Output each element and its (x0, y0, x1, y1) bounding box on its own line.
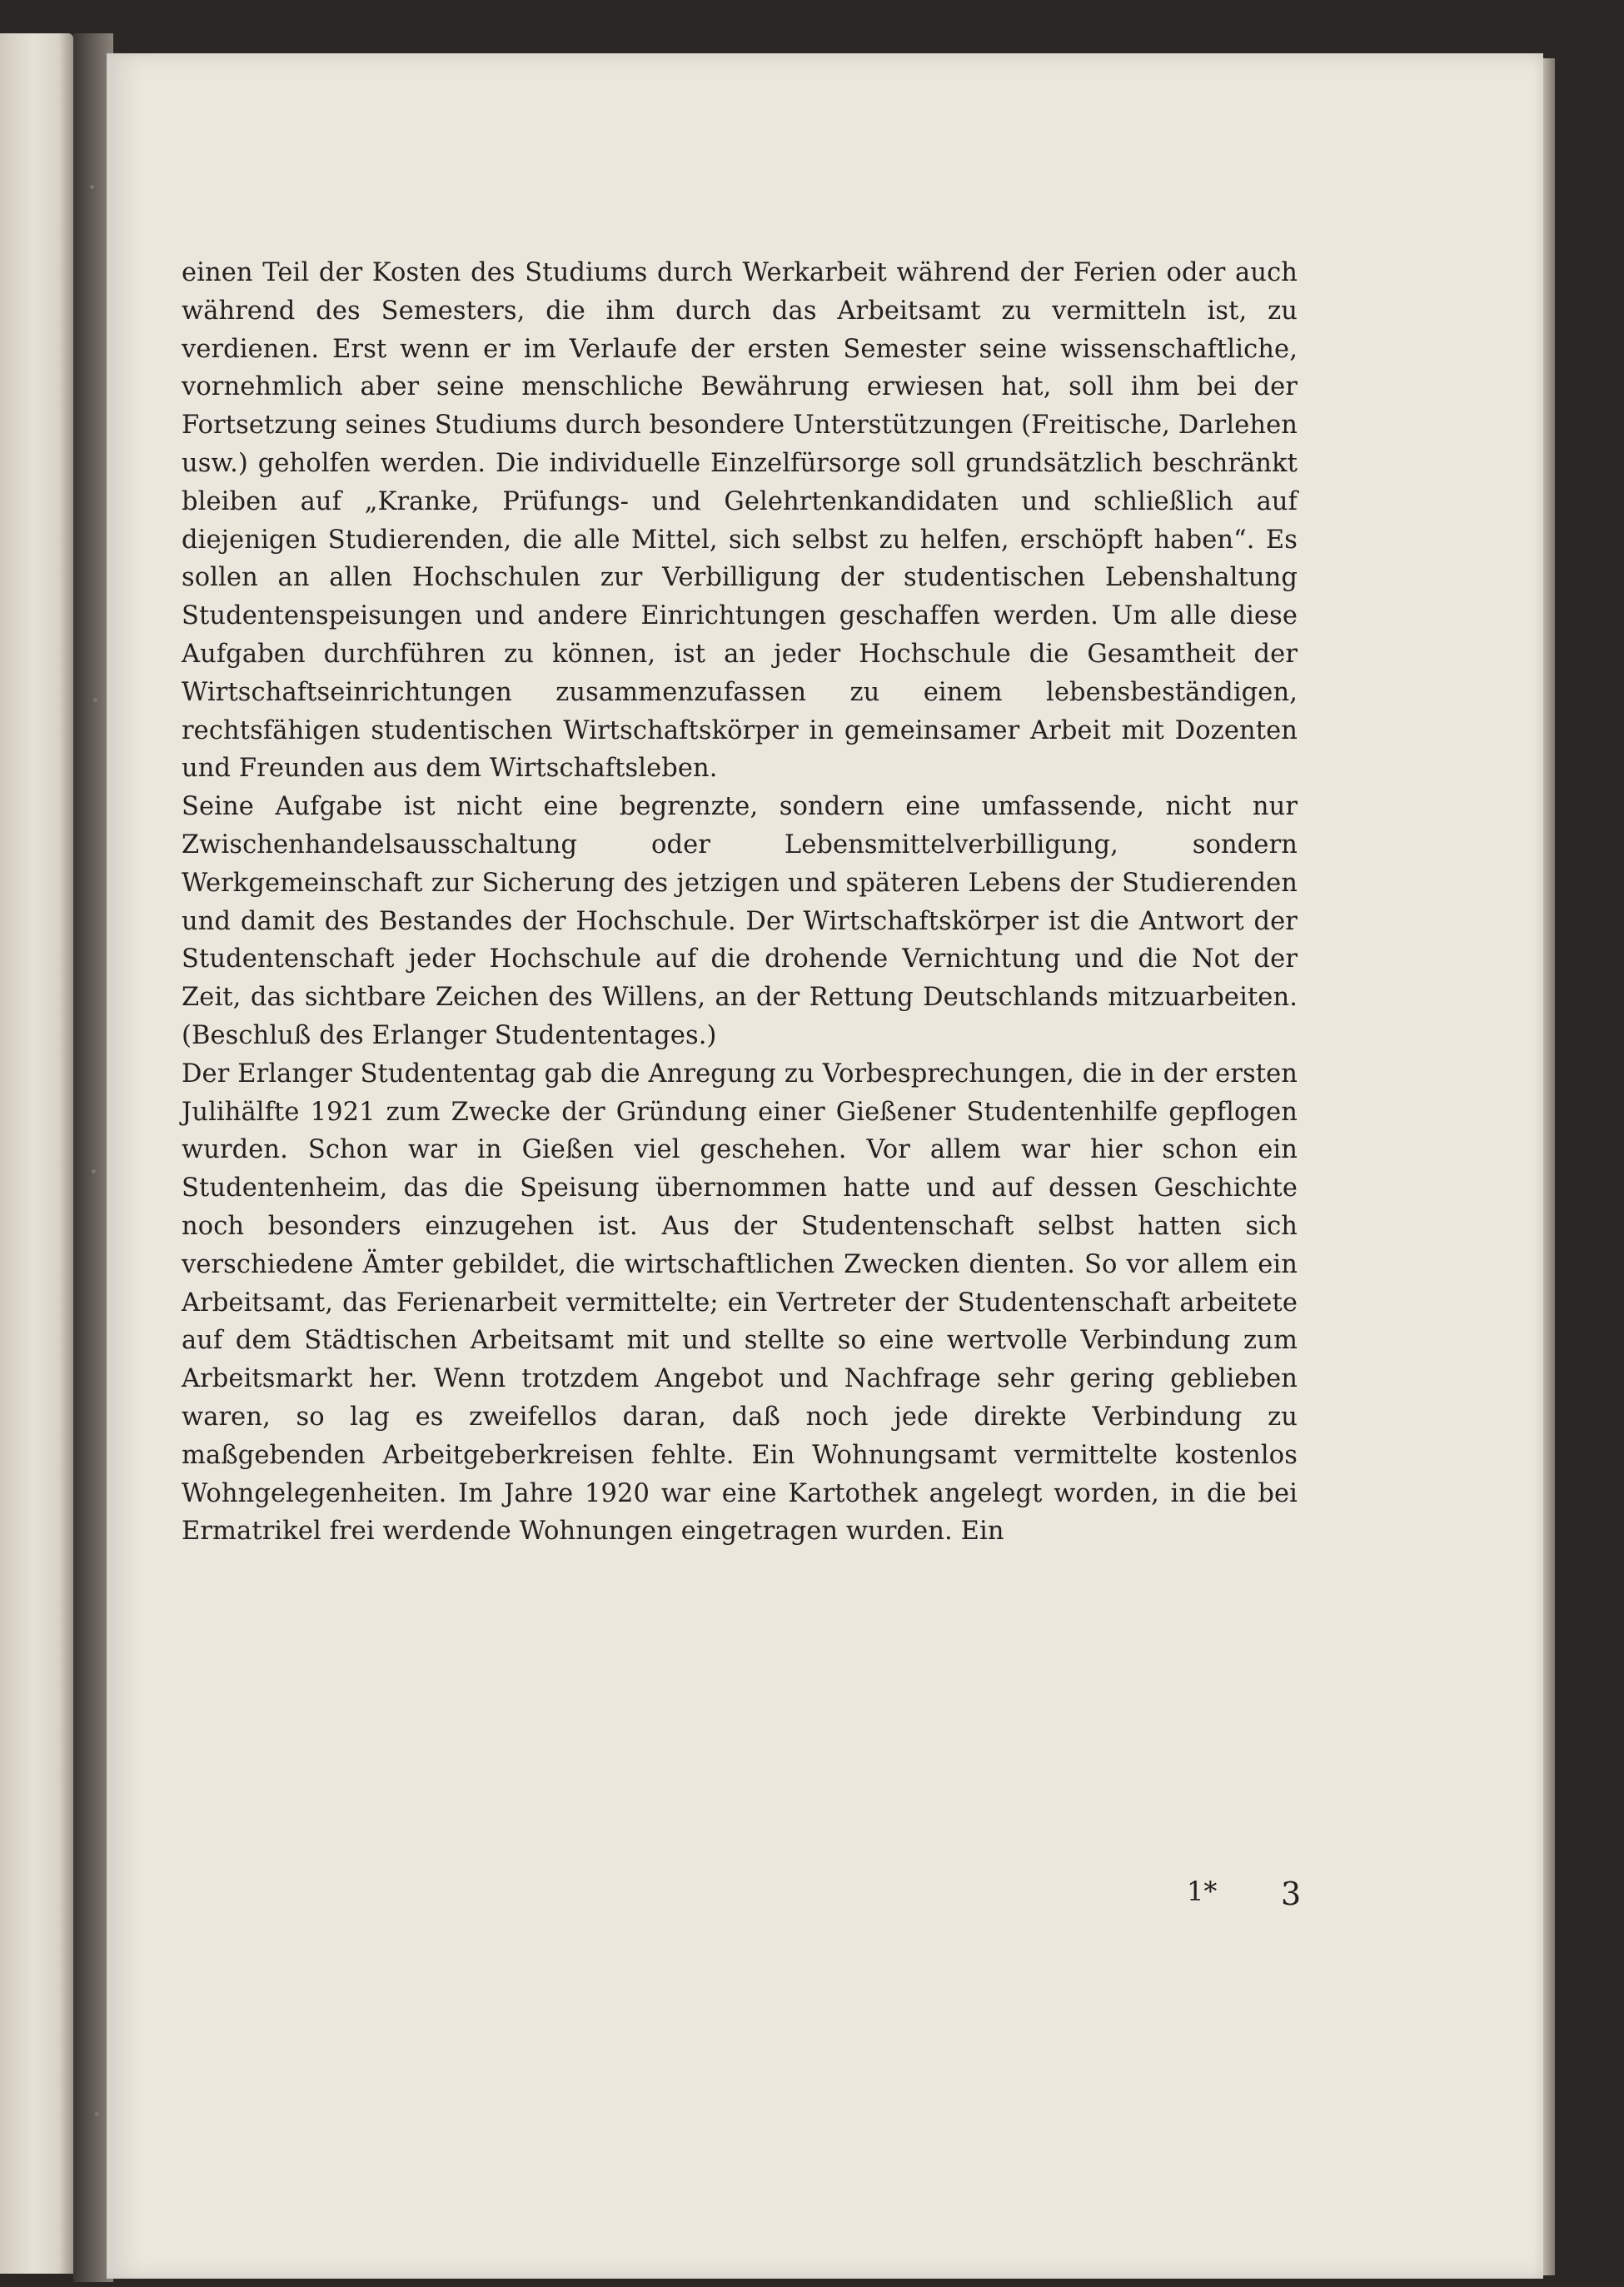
signature-mark: 1* (1187, 1876, 1218, 1907)
binding-mark (90, 185, 94, 189)
paragraph-2: Seine Aufgabe ist nicht eine begrenzte, sondern eine umfassende, nicht nur Zwischenhandelsausschaltung oder Lebensmittelverbilligung, sondern Werkgemeinschaft zur Sicherung des jetzigen und späteren Lebens der Studierenden und damit des Bestandes der Hochschule. Der Wirtschaftskörper ist die Antwort der Studentenschaft jeder Hochschule auf die drohende Vernichtung und die Not der Zeit, das sichtbare Zeichen des Willens, an der Rettung Deutschlands mitzuarbeiten. (Beschluß des Erlanger Studententages.) (182, 792, 1298, 1050)
page-edge-right (1543, 58, 1555, 2275)
binding-mark (92, 1169, 96, 1173)
binding-mark (93, 698, 97, 702)
paragraph-1: einen Teil der Kosten des Studiums durch Werkarbeit während der Ferien oder auch während des Semesters, die ihm durch das Arbeitsamt zu vermitteln ist, zu verdienen. Erst wenn er im Verlaufe der ersten Semester seine wissenschaftliche, vornehmlich aber seine menschliche Bewährung erwiesen hat, soll ihm bei der Fortsetzung seines Studiums durch besondere Unterstützungen (Freitische, Darlehen usw.) geholfen werden. Die individuelle Einzelfürsorge soll grundsätzlich beschränkt bleiben auf „Kranke, Prüfungs- und Gelehrtenkandidaten und schließlich auf diejenigen Studierenden, die alle Mittel, sich selbst zu helfen, erschöpft haben“. Es sollen an allen Hochschulen zur Verbilligung der studentischen Lebenshaltung Studentenspeisungen und andere Einrichtungen geschaffen werden. Um alle diese Aufgaben durchführen zu können, ist an jeder Hochschule die Gesamtheit der Wirtschaftseinrichtungen zusammenzufassen zu einem lebensbeständigen, rechtsfähigen studentischen Wirtschaftskörper in gemeinsamer Arbeit mit Dozenten und Freunden aus dem Wirtschaftsleben. (182, 258, 1298, 784)
binding-mark (95, 2112, 99, 2116)
body-text (182, 254, 1298, 1551)
previous-page-edge (0, 33, 73, 2274)
paragraph-3: Der Erlanger Studententag gab die Anregung zu Vorbesprechungen, die in der ersten Julihälfte 1921 zum Zwecke der Gründung einer Gießener Studentenhilfe gepflogen wurden. Schon war in Gießen viel geschehen. Vor allem war hier schon ein Studentenheim, das die Speisung übernommen hatte und auf dessen Geschichte noch besonders einzugehen ist. Aus der Studentenschaft selbst hatten sich verschiedene Ämter gebildet, die wirtschaftlichen Zwecken dienten. So vor allem ein Arbeitsamt, das Ferienarbeit vermittelte; ein Vertreter der Studentenschaft arbeitete auf dem Städtischen Arbeitsamt mit und stellte so eine wertvolle Verbindung zum Arbeitsmarkt her. Wenn trotzdem Angebot und Nachfrage sehr gering geblieben waren, so lag es zweifellos daran, daß noch jede direkte Verbindung zu maßgebenden Arbeitgeberkreisen fehlte. Ein Wohnungsamt vermittelte kostenlos Wohngelegenheiten. Im Jahre 1920 war eine Kartothek angelegt worden, in die bei Ermatrikel frei werdende Wohnungen eingetragen wurden. Ein (182, 1059, 1298, 1547)
page-number: 3 (1281, 1876, 1302, 1912)
